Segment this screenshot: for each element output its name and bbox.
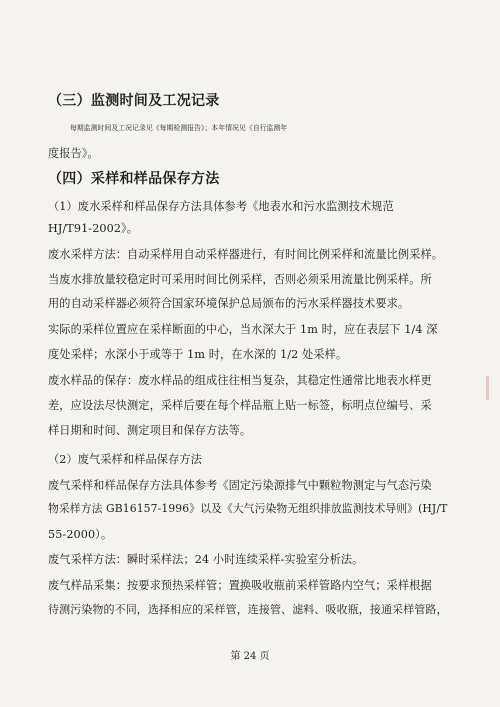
paragraph-line: （1）废水采样和样品保存方法具体参考《地表水和污水监测技术规范 [48,200,394,213]
paragraph-line: 废气采样和样品保存方法具体参考《固定污染源排气中颗粒物测定与气态污染 [48,479,432,492]
paragraph-line: 废水采样方法：自动采样用自动采样器进行，有时间比例采样和流量比例采样。 [48,248,444,261]
paragraph-line: 物采样方法 GB16157-1996》以及《大气污染物无组织排放监测技术导则》(HJ/T [48,502,448,515]
paragraph-line: 度报告》。 [48,147,99,160]
subsection-label: （2）废气采样和样品保存方法 [48,453,202,466]
paragraph-line: 废气采样方法：瞬时采样法；24 小时连续采样-实验室分析法。 [48,553,364,566]
section-heading-monitoring-time: （三）监测时间及工况记录 [48,93,220,109]
paragraph-line: HJ/T91-2002》。 [48,222,139,235]
paragraph-line: 度处采样；水深小于或等于 1m 时，在水深的 1/2 处采样。 [48,348,348,361]
paragraph-line: 差，应设法尽快测定，采样后要在每个样品瓶上贴一标签，标明点位编号、采 [48,399,432,412]
paragraph-line: 55-2000）。 [48,528,113,541]
paragraph-line: 废气样品采集：按要求预热采样管；置换吸收瓶前采样管路内空气；采样根据 [48,579,432,592]
paragraph-line: 待测污染物的不同，选择相应的采样管，连接管、滤料、吸收瓶，接通采样管路， [48,603,448,616]
paragraph-line: 样日期和时间、测定项目和保存方法等。 [48,424,252,437]
paragraph-line: 每期监测时间及工况记录见《每期检测报告》；本年情况见《自行监测年 [70,124,288,132]
margin-stamp-mark [486,376,489,400]
paragraph-line: 实际的采样位置应在采样断面的中心，当水深大于 1m 时，应在表层下 1/4 深 [48,323,438,336]
paragraph-line: 废水样品的保存：废水样品的组成往往相当复杂，其稳定性通常比地表水样更 [48,374,432,387]
paragraph-line: 当废水排放量较稳定时可采用时间比例采样，否则必须采用流量比例采样。所 [48,273,432,286]
page-number: 第 24 页 [230,651,270,662]
paragraph-line: 用的自动采样器必须符合国家环境保护总局颁布的污水采样器技术要求。 [48,297,410,310]
section-heading-sampling-methods: （四）采样和样品保存方法 [48,171,220,187]
